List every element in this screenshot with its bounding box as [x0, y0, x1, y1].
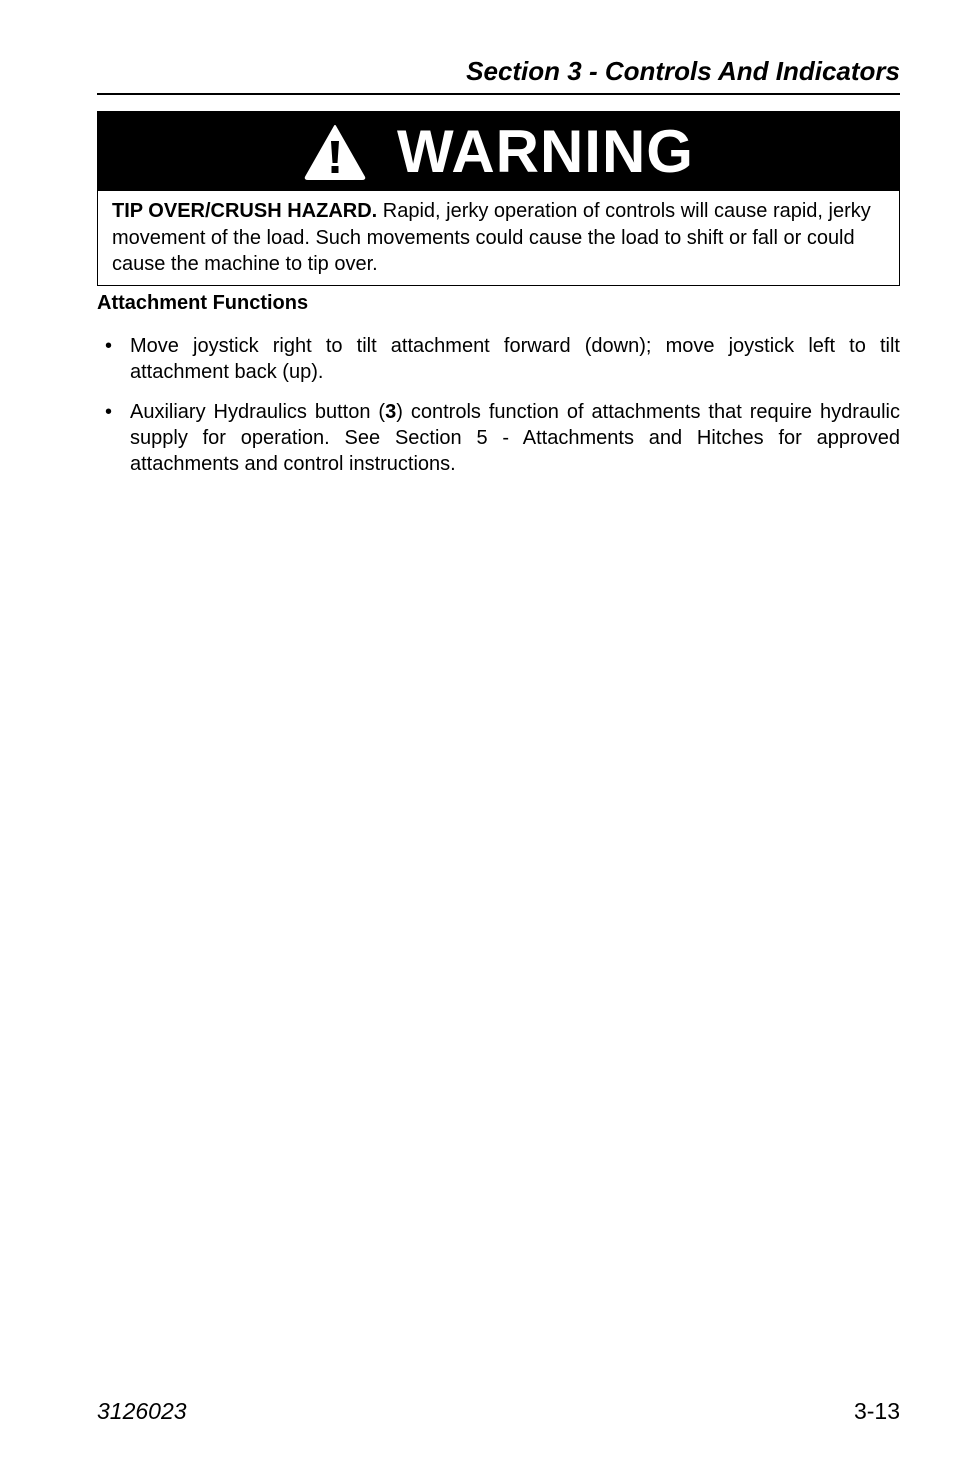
warning-banner: [98, 112, 899, 191]
bullet-icon: •: [105, 335, 113, 357]
document-number: 3126023: [97, 1398, 187, 1424]
warning-box: [97, 111, 900, 286]
page-number: 3-13: [853, 1398, 900, 1424]
bullet-icon: •: [105, 401, 113, 423]
button-reference-number: 3: [385, 401, 397, 423]
section-title: Section 3 - Controls And Indicators: [466, 56, 900, 86]
warning-message: [98, 191, 899, 285]
warning-hazard-title: TIP OVER/CRUSH HAZARD.: [112, 200, 378, 222]
list-item-text-start: Auxiliary Hydraulics button (: [130, 401, 386, 423]
list-item-text-end: ) controls function of attachments that require hydraulic supply for operation. See Section 5 - Attachments and Hitches for approved attachments and control instructions.: [130, 401, 901, 475]
header-divider: [97, 93, 900, 95]
list-item-text: [130, 401, 900, 475]
warning-label: WARNING: [397, 117, 694, 185]
list-item-text: Move joystick right to tilt attachment forward (down); move joystick left to tilt attachment back (up).: [130, 335, 900, 383]
list-item: [97, 333, 900, 385]
warning-triangle-icon: [303, 123, 367, 181]
warning-hazard-text: Rapid, jerky operation of controls will cause rapid, jerky movement of the load. Such movements could cause the load to shift or fall or could cause the machine to tip over.: [112, 200, 871, 275]
list-item: [97, 399, 900, 477]
attachment-functions-list: [97, 333, 900, 491]
attachment-functions-heading: Attachment Functions: [97, 292, 309, 314]
